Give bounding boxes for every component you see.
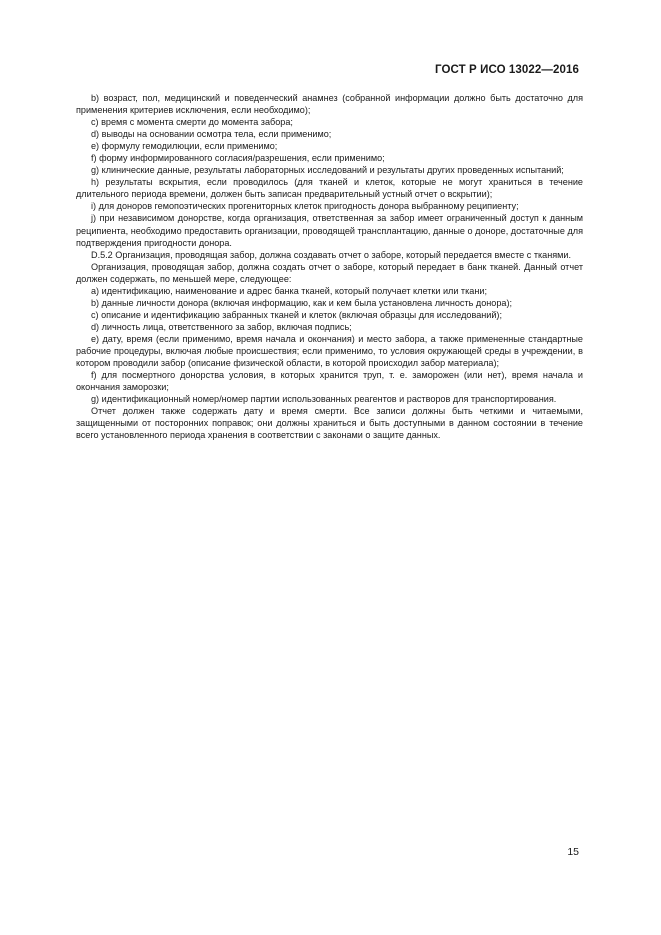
list-item-c-time-since-death: c) время с момента смерти до момента забора; [91,117,293,128]
report-item-d: d) личность лица, ответственного за забор, включая подпись; [91,321,352,332]
list-item-d-body-examination: d) выводы на основании осмотра тела, если применимо; [91,129,332,140]
document-header: ГОСТ Р ИСО 13022—2016 [434,64,579,76]
report-item-e: e) дату, время (если применимо, время начала и окончания) и место забора, а также примененные стандартные рабочие процедуры, включая любые происшествия; если применимо, то условия окружающей среды в учреждении, в котором проводили забор (описание физической области, в которой происходил забор материала); [76,333,583,369]
list-item-f-consent-form: f) форму информированного согласия/разрешения, если применимо; [91,153,385,164]
report-intro-paragraph: Организация, проводящая забор, должна создать отчет о заборе, который передает в банк тканей. Данный отчет должен содержать, по меньшей мере, следующее: [76,261,583,284]
page-number: 15 [567,846,579,858]
report-item-b: b) данные личности донора (включая информацию, как и кем была установлена личность донора); [91,297,513,308]
list-item-h-autopsy: h) результаты вскрытия, если проводилось (для тканей и клеток, которые не могут храниться в течение длительного периода времени, должен быть записан предварительный устный отчет о вскрытии); [76,177,583,200]
list-item-g-clinical-data: g) клинические данные, результаты лабораторных исследований и результаты других проведенных испытаний; [91,165,564,176]
list-item-e-hemodilution: e) формулу гемодилюции, если применимо; [91,141,278,152]
report-item-a: a) идентификацию, наименование и адрес банка тканей, который получает клетки или ткани; [91,285,487,296]
report-item-f: f) для посмертного донорства условия, в которых хранится труп, т. е. заморожен (или нет), время начала и окончания заморозки; [76,370,583,393]
section-d-5-2: D.5.2 Организация, проводящая забор, должна создавать отчет о заборе, который передается вместе с тканями. [91,249,572,260]
report-closing-paragraph: Отчет должен также содержать дату и время смерти. Все записи должны быть четкими и читаемыми, защищенными от посторонних поправок; они должны храниться и быть доступными в данном состоянии в течение всего установленного периода хранения в соответствии с законами о защите данных. [76,406,583,441]
list-item-i-hematopoietic-donors: i) для доноров гемопоэтических прогениторных клеток пригодность донора выбранному реципиенту; [91,201,519,212]
report-item-g: g) идентификационный номер/номер партии использованных реагентов и растворов для транспортирования. [91,394,557,405]
list-item-b-anamnesis: b) возраст, пол, медицинский и поведенческий анамнез (собранной информации должно быть достаточно для применения критериев исключения, если необходимо); [76,93,583,116]
report-item-c: c) описание и идентификацию забранных тканей и клеток (включая образцы для исследований); [91,309,502,320]
list-item-j-independent-donation: j) при независимом донорстве, когда организация, ответственная за забор имеет ограниченный доступ к данным реципиента, необходимо предоставить организации, проводящей трансплантацию, данные о доноре, достаточные для подтверждения пригодности донора. [76,213,583,248]
document-body [76,92,583,441]
